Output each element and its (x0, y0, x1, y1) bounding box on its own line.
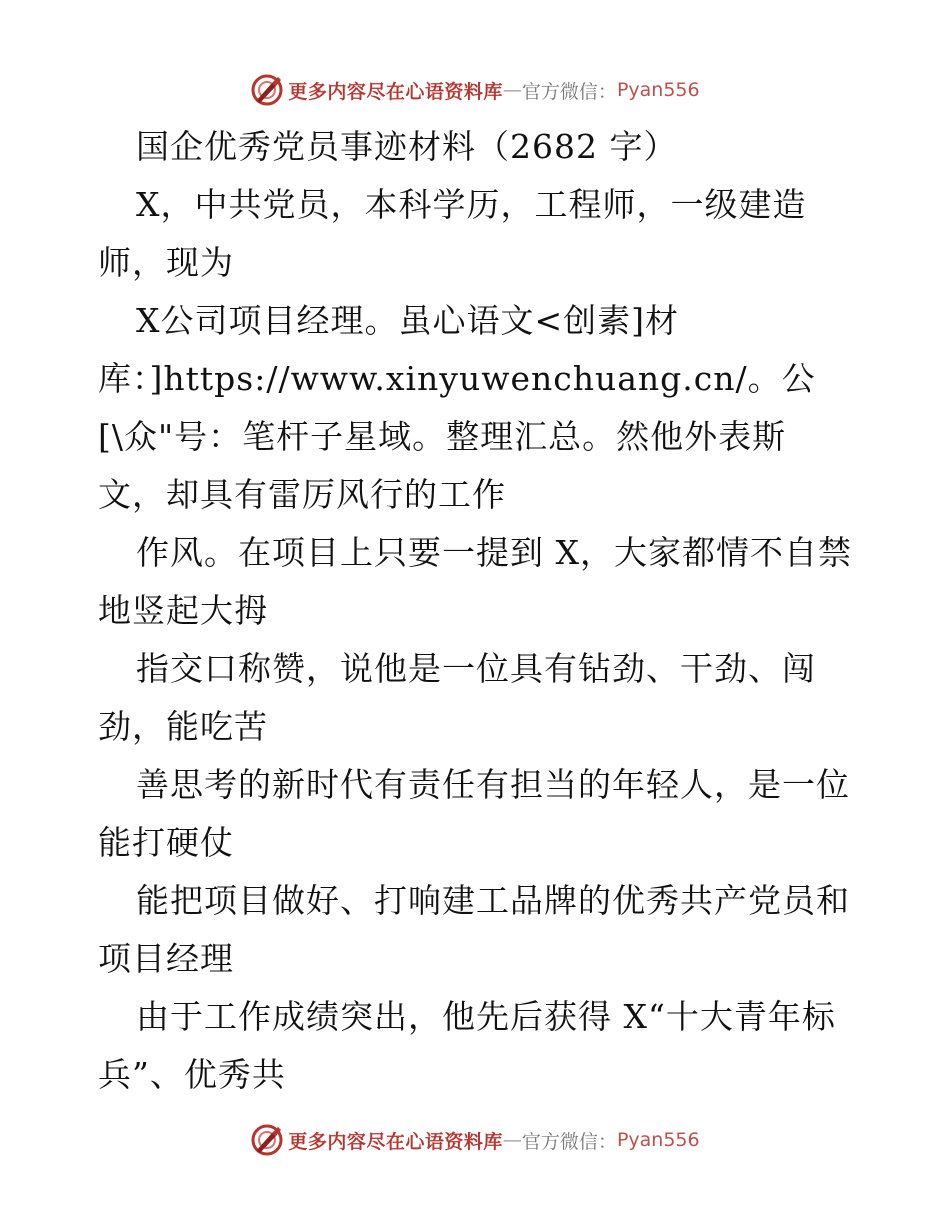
text-line: X公司项目经理。虽心语文<创素]材 (136, 301, 680, 340)
banner-separator: — (502, 79, 522, 101)
pen-logo-icon (250, 1123, 284, 1157)
text-line: 善思考的新时代有责任有担当的年轻人，是一位 (136, 765, 850, 804)
text-line: X，中共党员，本科学历，工程师，一级建造 (136, 185, 807, 224)
text-line: 指交口称赞，说他是一位具有钻劲、干劲、闯 (136, 649, 816, 688)
text-line: 文，却具有雷厉风行的工作 (98, 475, 506, 514)
text-line: 兵”、优秀共 (98, 1055, 286, 1094)
brand-text: 更多内容尽在心语资料库 (288, 80, 503, 103)
text-line: 作风。在项目上只要一提到 X，大家都情不自禁 (136, 533, 852, 572)
text-line: [\众"号：笔杆子星域。整理汇总。然他外表斯 (98, 417, 787, 456)
header-banner (0, 70, 950, 110)
text-line: 师，现为 (98, 243, 234, 282)
text-line: 由于工作成绩突出，他先后获得 X“十大青年标 (136, 997, 836, 1036)
text-line: 项目经理 (98, 939, 234, 978)
banner-separator: — (502, 1129, 522, 1151)
wechat-id: Pyan556 (616, 79, 700, 101)
wechat-id: Pyan556 (616, 1129, 700, 1151)
text-line: 能打硬仗 (98, 823, 234, 862)
wechat-label: 官方微信： (521, 1130, 617, 1153)
brand-text: 更多内容尽在心语资料库 (288, 1130, 503, 1153)
text-line: 国企优秀党员事迹材料（2682 字） (136, 127, 678, 166)
pen-logo-icon (250, 73, 284, 107)
text-line: 劲，能吃苦 (98, 707, 268, 746)
document-body (98, 118, 868, 1104)
wechat-label: 官方微信： (521, 80, 617, 103)
footer-banner (0, 1120, 950, 1160)
text-line: 库：]https://www.xinyuwenchuang.cn/。公 (98, 359, 816, 398)
text-line: 地竖起大拇 (98, 591, 268, 630)
text-line: 能把项目做好、打响建工品牌的优秀共产党员和 (136, 881, 850, 920)
